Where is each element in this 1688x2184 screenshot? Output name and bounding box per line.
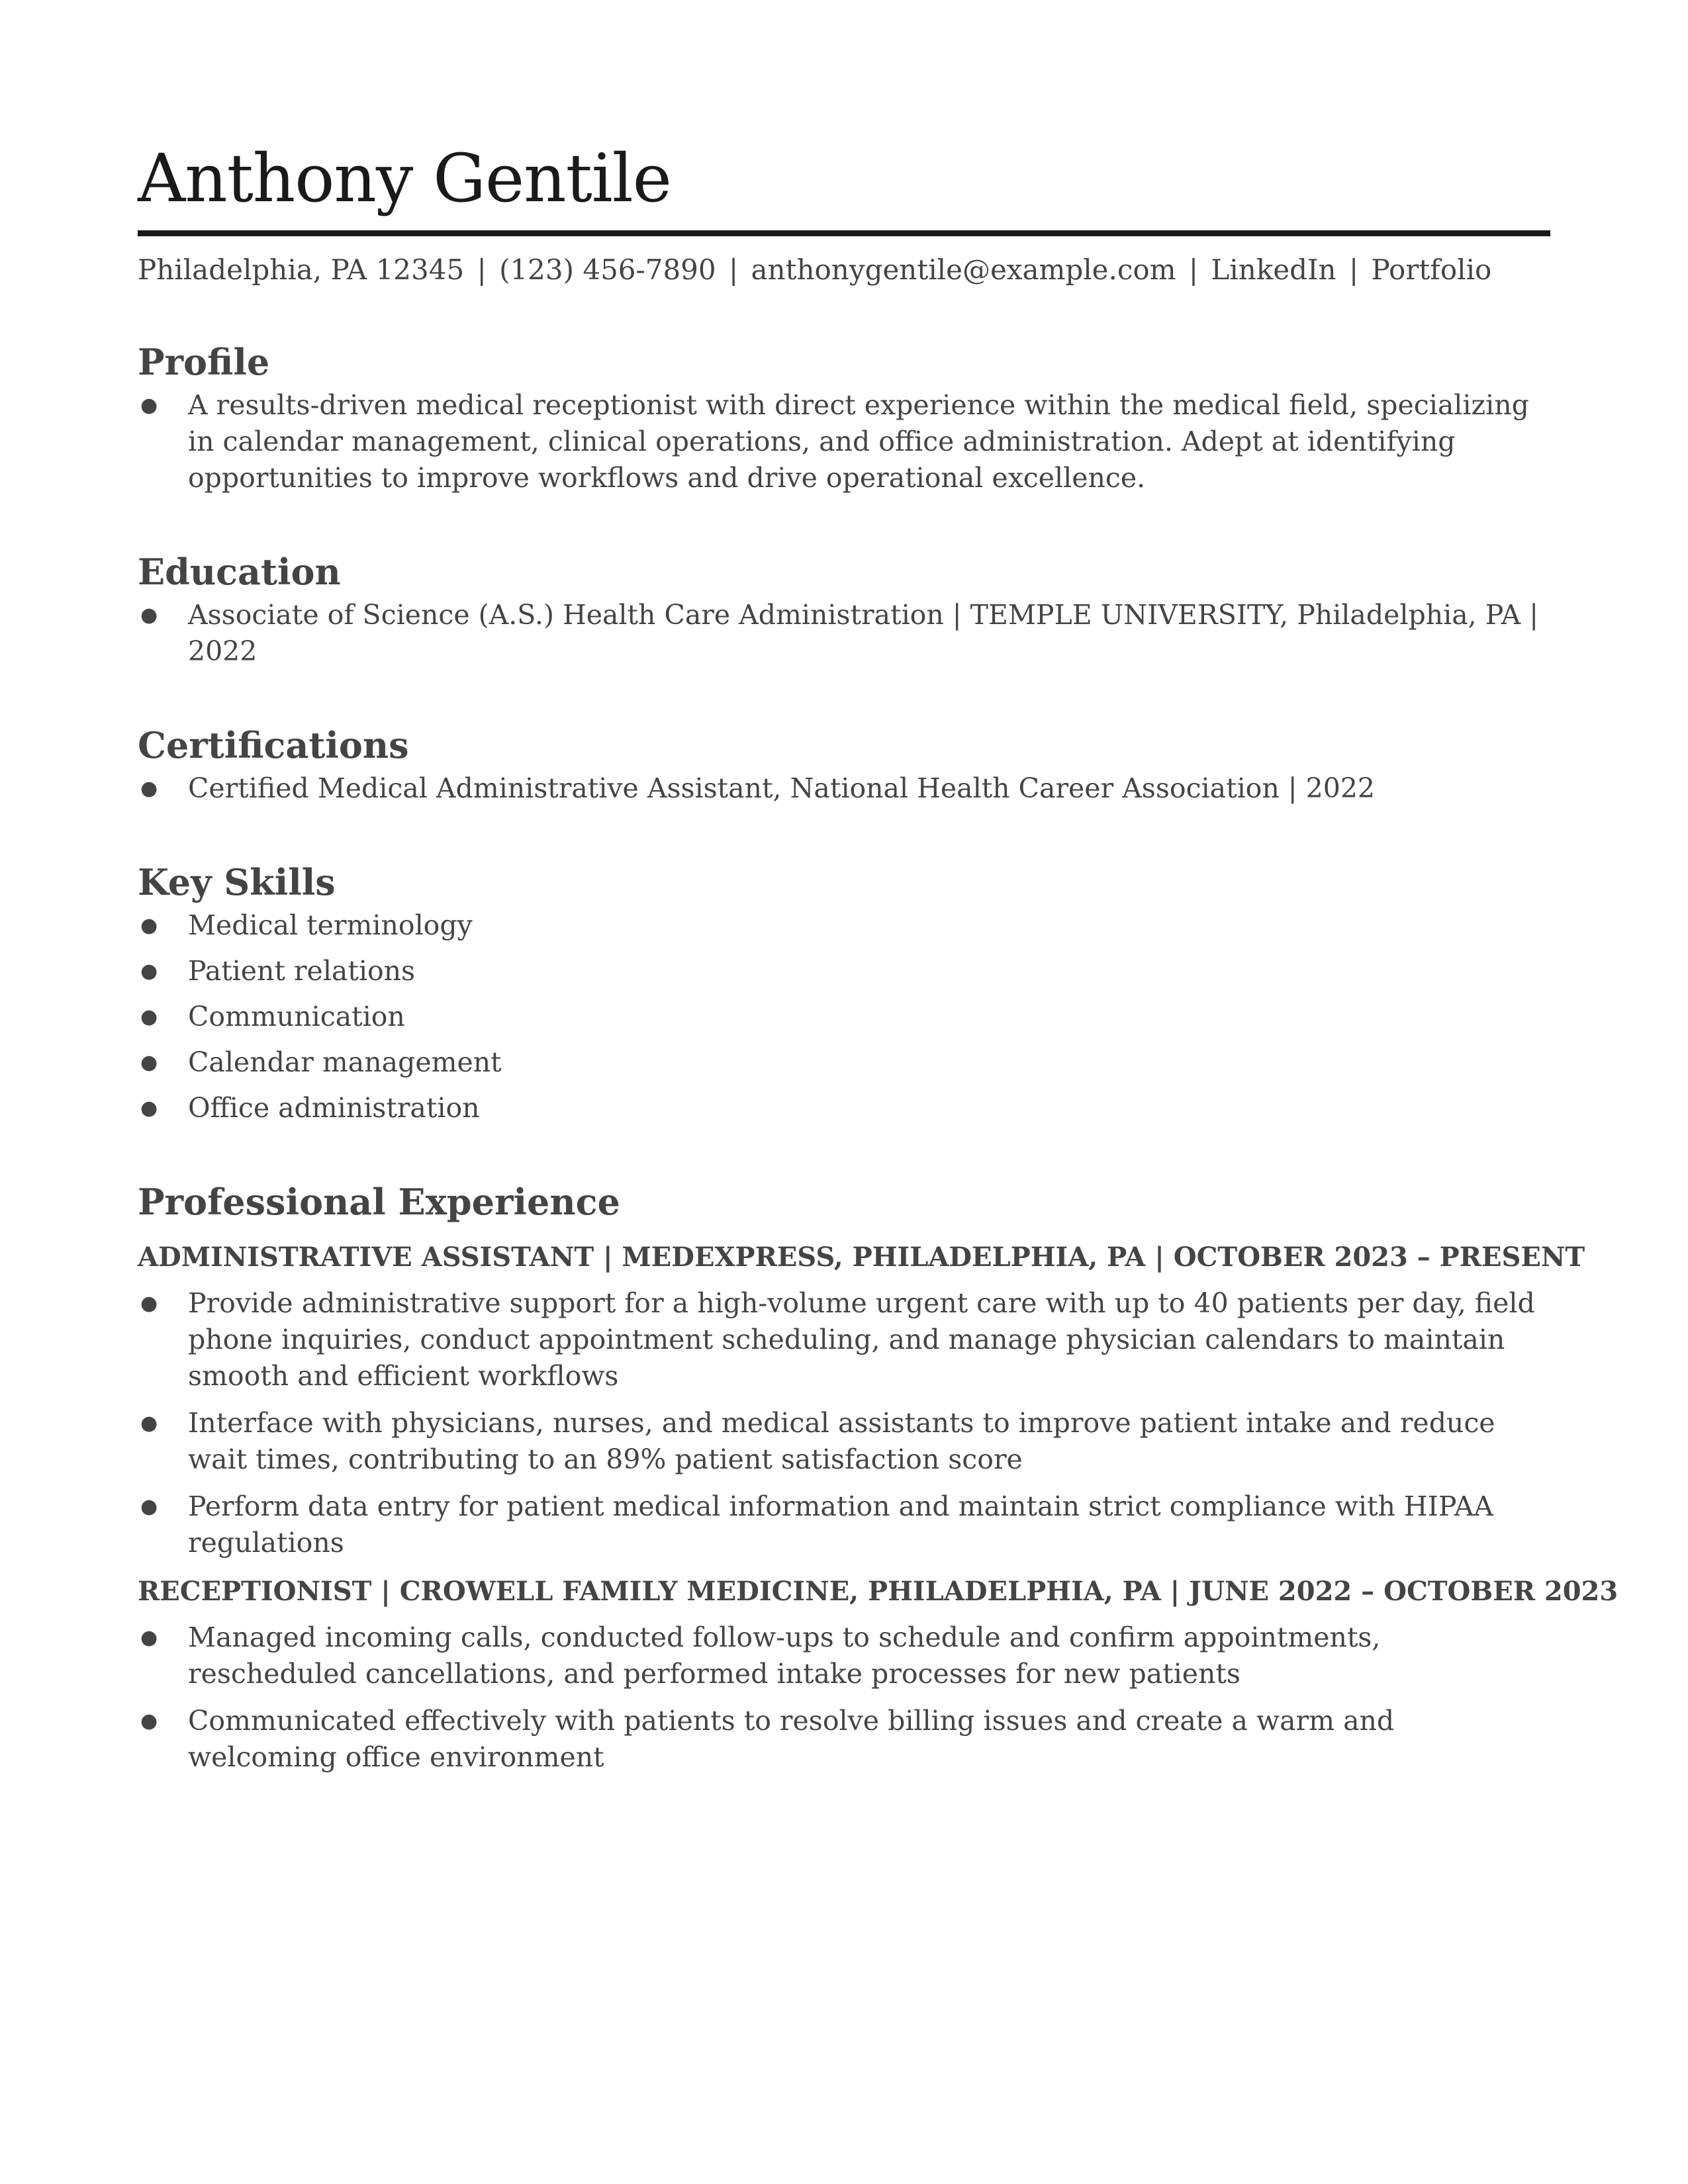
candidate-name: Anthony Gentile [138, 140, 671, 217]
certifications-section [138, 721, 1550, 807]
job-heading: ADMINISTRATIVE ASSISTANT | MEDEXPRESS, PHILADELPHIA, PA | OCTOBER 2023 – PRESENT [138, 1242, 1585, 1273]
list-item [138, 1619, 1550, 1692]
list-item [138, 1405, 1550, 1478]
education-section [138, 548, 1550, 670]
bullet-icon: ● [140, 1412, 158, 1435]
certification-entry: Certified Medical Administrative Assistant, National Health Career Association | 2022 [188, 772, 1375, 804]
list-item [138, 1044, 1550, 1081]
list-item [138, 770, 1550, 807]
skill-item: Medical terminology [188, 909, 473, 941]
bullet-icon: ● [140, 604, 158, 627]
job-bullet-text: Communicated effectively with patients to resolve billing issues and create a warm and welcoming office environment [188, 1705, 1395, 1773]
job-bullet-text: Managed incoming calls, conducted follow-ups to schedule and confirm appointments, rescheduled cancellations, and performed intake processes for new patients [188, 1621, 1381, 1690]
list-item [138, 387, 1550, 496]
bullet-icon: ● [140, 914, 158, 937]
job-bullet-text: Perform data entry for patient medical information and maintain strict compliance with HIPAA regulations [188, 1490, 1493, 1559]
bullet-icon: ● [140, 1005, 158, 1028]
job-heading: RECEPTIONIST | CROWELL FAMILY MEDICINE, PHILADELPHIA, PA | JUNE 2022 – OCTOBER 2023 [138, 1576, 1618, 1607]
bullet-icon: ● [140, 1292, 158, 1315]
skills-list [138, 907, 1550, 1126]
education-list [138, 597, 1550, 670]
list-item [138, 1285, 1550, 1394]
contact-line [138, 251, 1550, 289]
contact-separator: | [1348, 253, 1359, 286]
bullet-icon: ● [140, 777, 158, 800]
list-item [138, 1090, 1550, 1126]
experience-section [138, 1178, 1618, 1776]
portfolio-link[interactable]: Portfolio [1371, 253, 1492, 286]
education-entry: Associate of Science (A.S.) Health Care Administration | TEMPLE UNIVERSITY, Philadelphia, PA | 2022 [188, 599, 1539, 667]
header-divider [138, 230, 1550, 236]
job-bullets [138, 1285, 1550, 1561]
bullet-icon: ● [140, 1709, 158, 1733]
bullet-icon: ● [140, 394, 158, 417]
list-item [138, 597, 1550, 670]
job-bullets [138, 1619, 1550, 1776]
section-title-education: Education [138, 551, 341, 593]
linkedin-link[interactable]: LinkedIn [1211, 253, 1336, 286]
bullet-icon: ● [140, 1626, 158, 1649]
skill-item: Office administration [188, 1092, 480, 1124]
job-bullet-text: Provide administrative support for a high-volume urgent care with up to 40 patients per day, field phone inquiries, conduct appointment scheduling, and manage physician calendars to maintain smooth and efficient workflows [188, 1287, 1535, 1392]
bullet-icon: ● [140, 1495, 158, 1518]
contact-separator: | [1188, 253, 1199, 286]
bullet-icon: ● [140, 960, 158, 983]
resume-page [138, 132, 1618, 1786]
profile-section [138, 338, 1550, 496]
contact-separator: | [477, 253, 487, 286]
section-title-skills: Key Skills [138, 861, 336, 903]
profile-summary: A results-driven medical receptionist with direct experience within the medical field, specializing in calendar management, clinical operations, and office administration. Adept at identifying opportunities to improve workflows and drive operational excellence. [188, 389, 1529, 494]
list-item [138, 953, 1550, 989]
skills-section [138, 858, 1550, 1126]
list-item [138, 1703, 1550, 1776]
list-item [138, 1488, 1550, 1561]
section-title-certifications: Certifications [138, 724, 409, 766]
skill-item: Patient relations [188, 955, 416, 987]
section-title-experience: Professional Experience [138, 1181, 620, 1223]
skill-item: Communication [188, 1001, 405, 1032]
skill-item: Calendar management [188, 1046, 502, 1078]
job-bullet-text: Interface with physicians, nurses, and medical assistants to improve patient intake and reduce wait times, contributing to an 89% patient satisfaction score [188, 1407, 1495, 1475]
bullet-icon: ● [140, 1051, 158, 1074]
contact-phone: (123) 456-7890 [499, 253, 716, 286]
section-title-profile: Profile [138, 341, 270, 383]
profile-list [138, 387, 1550, 496]
bullet-icon: ● [140, 1097, 158, 1120]
contact-separator: | [728, 253, 739, 286]
certifications-list [138, 770, 1550, 807]
list-item [138, 907, 1550, 944]
contact-location: Philadelphia, PA 12345 [138, 253, 465, 286]
contact-email[interactable]: anthonygentile@example.com [751, 253, 1176, 286]
list-item [138, 999, 1550, 1035]
